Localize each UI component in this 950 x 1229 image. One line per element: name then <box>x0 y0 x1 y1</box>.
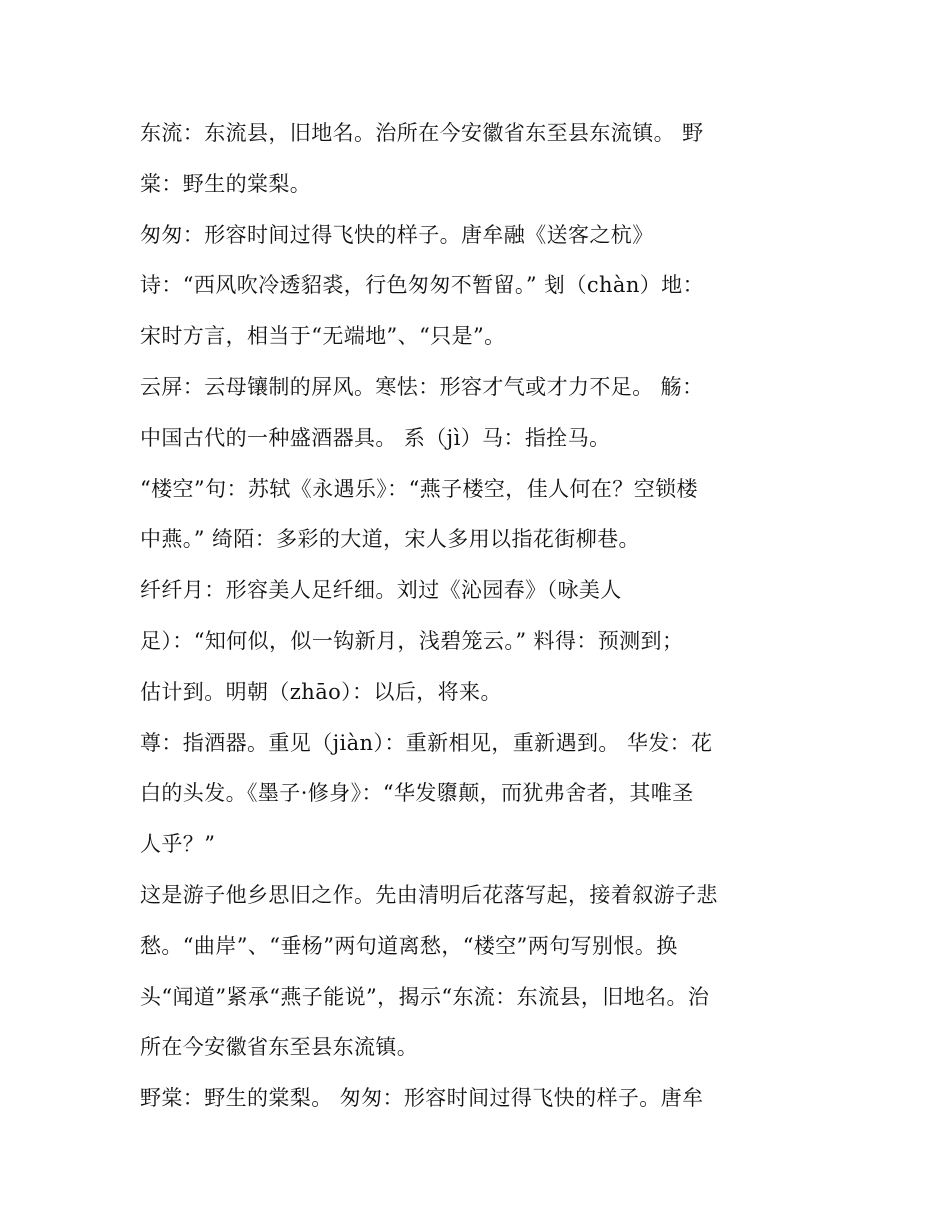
text-line: 白的头发。《墨子·修身》：“华发隳颠，而犹弗舍者，其唯圣 <box>140 781 694 806</box>
text-line: 头“闻道”紧承“燕子能说”，揭示“东流：东流县，旧地名。治 <box>140 984 710 1009</box>
text-line: 野棠：野生的棠梨。 匆匆：形容时间过得飞快的样子。唐牟 <box>140 1086 704 1111</box>
text-line: 中燕。” 绮陌：多彩的大道，宋人多用以指花街柳巷。 <box>140 527 640 552</box>
text-line: 云屏：云母镶制的屏风。寒怯：形容才气或才力不足。 觞： <box>140 374 704 399</box>
text-line: 棠：野生的棠梨。 <box>140 171 312 196</box>
text-line: 尊：指酒器。重见（jiàn）：重新相见，重新遇到。 华发：花 <box>140 730 713 755</box>
text-line: 诗：“西风吹冷透貂裘，行色匆匆不暂留。” 刬（chàn）地： <box>140 273 704 298</box>
text-line: “楼空”句：苏轼《永遇乐》：“燕子楼空，佳人何在？空锁楼 <box>140 476 698 501</box>
text-line: 中国古代的一种盛酒器具。 系（jì）马：指拴马。 <box>140 425 611 450</box>
text-line: 东流：东流县，旧地名。治所在今安徽省东至县东流镇。 野 <box>140 121 704 145</box>
text-body <box>140 108 830 1124</box>
text-line: 估计到。明朝（zhāo）：以后，将来。 <box>140 679 502 704</box>
text-line: 愁。“曲岸”、“垂杨”两句道离愁，“楼空”两句写别恨。换 <box>140 933 678 958</box>
text-line: 匆匆：形容时间过得飞快的样子。唐牟融《送客之杭》 <box>140 222 654 247</box>
text-line: 足）：“知何似，似一钩新月，浅碧笼云。” 料得：预测到； <box>140 628 684 653</box>
text-line: 所在今安徽省东至县东流镇。 <box>140 1035 419 1060</box>
text-line: 这是游子他乡思旧之作。先由清明后花落写起，接着叙游子悲 <box>140 882 718 907</box>
text-line: 宋时方言，相当于“无端地”、“只是”。 <box>140 324 506 349</box>
text-line: 纤纤月：形容美人足纤细。刘过《沁园春》（咏美人 <box>140 578 622 603</box>
text-line: 人乎？” <box>140 832 216 857</box>
